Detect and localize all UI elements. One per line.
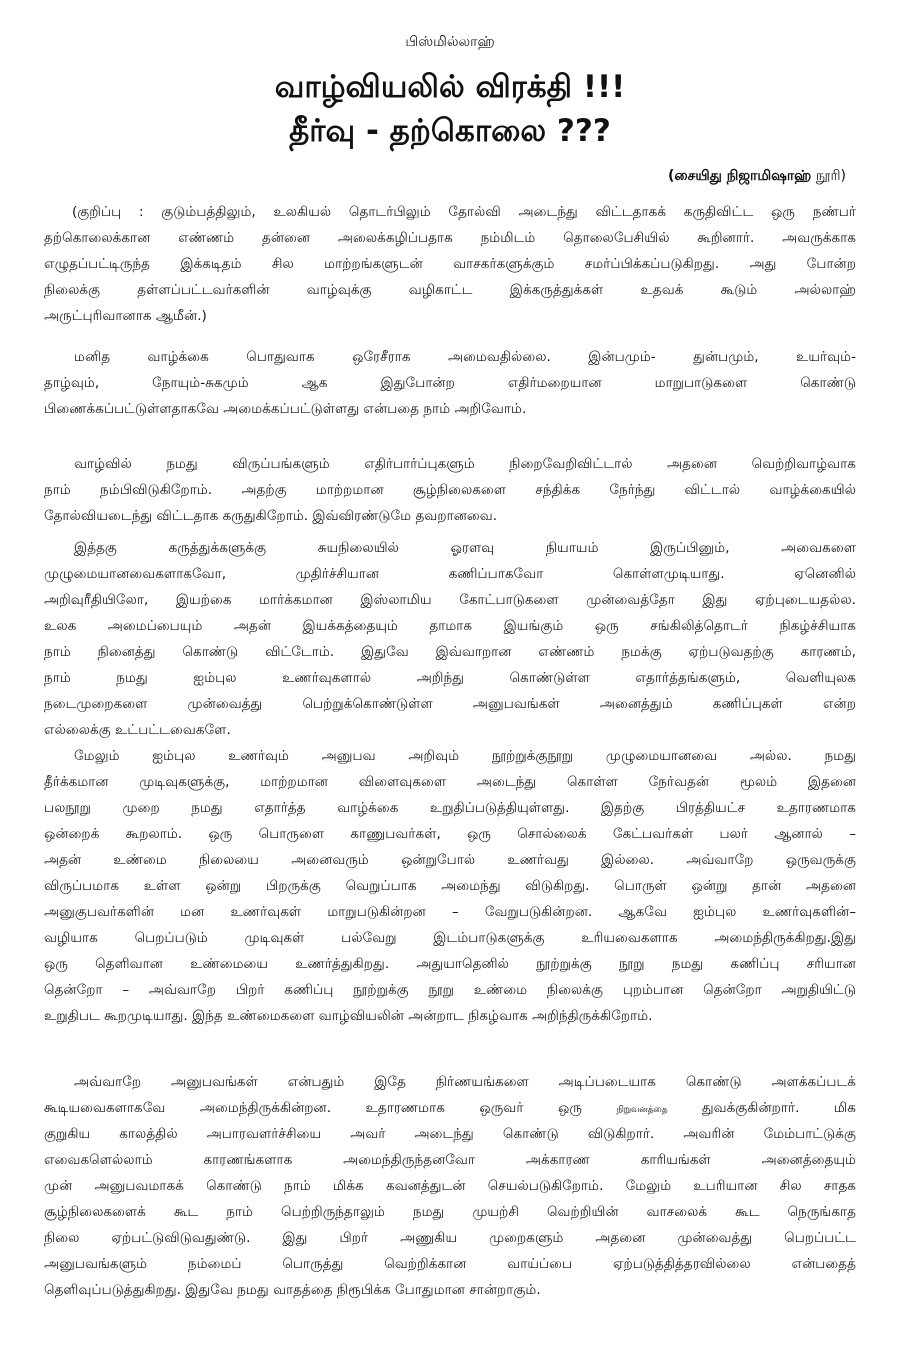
author-byline	[668, 168, 846, 186]
small-font-word: நிறுவனத்தை	[616, 1105, 668, 1115]
paragraph-line: நிலைக்கு தள்ளப்பட்டவர்களின் வாழ்வுக்கு வழிகாட்ட இக்கருத்துக்கள் உதவக் கூடும் அல்லாஹ்	[44, 282, 856, 298]
paragraph-line: அதன் உண்மை நிலையை அனைவரும் ஒன்றுபோல் உணர்வது இல்லை. அவ்வாறே ஒருவருக்கு	[44, 852, 856, 868]
paragraph-line: மேலும் ஐம்புல உணர்வும் அனுபவ அறிவும் நூற்றுக்குநூறு முழுமையானவை அல்ல. நமது	[74, 748, 856, 764]
author-open-paren: (	[668, 168, 675, 184]
paragraph-line: ஒன்றைக் கூறலாம். ஒரு பொருளை காணுபவர்கள், ஒரு சொல்லைக் கேட்பவர்கள் பலர் ஆனால் –	[44, 826, 856, 842]
body-paragraph	[44, 743, 856, 1029]
paragraph-line: (குறிப்பு : குடும்பத்திலும், உலகியல் தொடர்பிலும் தோல்வி அடைந்து விட்டதாகக் கருதிவிட்ட ஒரு நண்பர்	[72, 204, 856, 220]
line-segment: துவக்குகின்றார். மிக	[701, 1100, 856, 1116]
paragraph-line: மனித வாழ்க்கை பொதுவாக ஒரேசீராக அமைவதில்லை. இன்பமும்- துன்பமும், உயர்வும்-	[74, 349, 856, 365]
paragraph-line: தோல்வியடைந்து விட்டதாக கருதுகிறோம். இவ்விரண்டுமே தவறானவை.	[44, 508, 498, 524]
paragraph-line: விருப்பமாக உள்ள ஒன்று பிறருக்கு வெறுப்பாக அமைந்து விடுகிறது. பொருள் ஒன்று தான் அதனை	[44, 878, 856, 894]
body-paragraph	[44, 535, 856, 743]
body-paragraph	[44, 1069, 856, 1303]
paragraph-line: நாம் நமது ஐம்புல உணர்வுகளால் அறிந்து கொண்டுள்ள எதார்த்தங்களும், வெளியுலக	[44, 670, 856, 686]
note-paragraph	[44, 199, 856, 329]
paragraph-line: தென்றோ – அவ்வாறே பிறர் கணிப்பு நூற்றுக்கு நூறு உண்மை நிலைக்கு புறம்பான தென்றோ அறுதியிட்டு	[44, 982, 856, 998]
paragraph-line: தற்கொலைக்கான எண்ணம் தன்னை அலைக்கழிப்பதாக நம்மிடம் தொலைபேசியில் கூறினார். அவருக்காக	[44, 230, 856, 246]
paragraph-line-mixed	[44, 1095, 856, 1121]
paragraph-line: சூழ்நிலைகளைக் கூட நாம் பெற்றிருந்தாலும் நமது முயற்சி வெற்றியின் வாசலைக் கூட நெருங்காத	[44, 1204, 856, 1220]
paragraph-line: வழியாக பெறப்படும் முடிவுகள் பல்வேறு இடம்பாடுகளுக்கு உரியவைகளாக அமைந்திருக்கிறது.இது	[44, 930, 856, 946]
title-line-2: தீர்வு - தற்கொலை ???	[289, 113, 611, 149]
paragraph-line: எல்லைக்கு உட்பட்டவைகளே.	[44, 722, 231, 738]
paragraph-line: நாம் நினைத்து கொண்டு விட்டோம். இதுவே இவ்வாறான எண்ணம் நமக்கு ஏற்படுவதற்கு காரணம்,	[44, 644, 856, 660]
paragraph-line: குறுகிய காலத்தில் அபாரவளர்ச்சியை அவர் அடைந்து கொண்டு விடுகிறார். அவரின் மேம்பாட்டுக்கு	[44, 1126, 856, 1142]
bismillah-heading: பிஸ்மில்லாஹ்	[405, 34, 495, 50]
paragraph-line: எழுதப்பட்டிருந்த இக்கடிதம் சில மாற்றங்களுடன் வாசகர்களுக்கும் சமர்ப்பிக்கப்படுகிறது. அது போன்ற	[44, 256, 856, 272]
paragraph-line: எவைகளெல்லாம் காரணங்களாக அமைந்திருந்தனவோ அக்காரண காரியங்கள் அனைத்தையும்	[44, 1152, 856, 1168]
author-name: சையிது நிஜாமிஷாஹ்	[674, 168, 812, 184]
paragraph-line: பிணைக்கப்பட்டுள்ளதாகவே அமைக்கப்பட்டுள்ளது என்பதை நாம் அறிவோம்.	[44, 401, 527, 417]
line-segment: கூடியவைகளாகவே அமைந்திருக்கின்றன. உதாரணமாக ஒருவர் ஒரு	[44, 1100, 583, 1116]
paragraph-line: ஒரு தெளிவான உண்மையை உணர்த்துகிறது. அதுயாதெனில் நூற்றுக்கு நூறு நமது கணிப்பு சரியான	[44, 956, 856, 972]
paragraph-line: முழுமையானவைகளாகவோ, முதிர்ச்சியான கணிப்பாகவோ கொள்ளமுடியாது. ஏனெனில்	[44, 566, 856, 582]
paragraph-line: அனுபவங்களும் நம்மைப் பொருத்து வெற்றிக்கான வாய்ப்பை ஏற்படுத்தித்தரவில்லை என்பதைத்	[44, 1256, 856, 1272]
paragraph-line: நடைமுறைகளை முன்வைத்து பெற்றுக்கொண்டுள்ள அனுபவங்கள் அனைத்தும் கணிப்புகள் என்ற	[44, 696, 856, 712]
author-suffix: நூரி)	[815, 168, 846, 184]
body-paragraph	[44, 344, 856, 422]
paragraph-line: வாழ்வில் நமது விருப்பங்களும் எதிர்பார்ப்புகளும் நிறைவேறிவிட்டால் அதனை வெற்றிவாழ்வாக	[74, 456, 856, 472]
paragraph-line: பலநூறு முறை நமது எதார்த்த வாழ்க்கை உறுதிப்படுத்தியுள்ளது. இதற்கு பிரத்தியட்ச உதாரணமாக	[44, 800, 856, 816]
paragraph-line: தெளிவுப்படுத்துகிறது. இதுவே நமது வாதத்தை நிரூபிக்க போதுமான சான்றாகும்.	[44, 1282, 541, 1298]
paragraph-line: முன் அனுபவமாகக் கொண்டு நாம் மிக்க கவனத்துடன் செயல்படுகிறோம். மேலும் உபரியான சில சாதக	[44, 1178, 856, 1194]
paragraph-line: தீர்க்கமான முடிவுகளுக்கு, மாற்றமான விளைவுகளை அடைந்து கொள்ள நேர்வதன் மூலம் இதனை	[44, 774, 856, 790]
paragraph-line: அருட்புரிவானாக ஆமீன்.)	[44, 308, 207, 324]
paragraph-line: அனுகுபவர்களின் மன உணர்வுகள் மாறுபடுகின்றன – வேறுபடுகின்றன. ஆகவே ஐம்புல உணர்வுகளின்–	[44, 904, 856, 920]
paragraph-line: இத்தகு கருத்துக்களுக்கு சுயநிலையில் ஓரளவு நியாயம் இருப்பினும், அவைகளை	[74, 540, 856, 556]
paragraph-line: அறிவுரீதியிலோ, இயற்கை மார்க்கமான இஸ்லாமிய கோட்பாடுகளை முன்வைத்தோ இது ஏற்புடையதல்ல.	[44, 592, 856, 608]
body-paragraph	[44, 451, 856, 529]
title-line-1: வாழ்வியலில் விரக்தி !!!	[274, 69, 626, 105]
paragraph-line: உறுதிபட கூறமுடியாது. இந்த உண்மைகளை வாழ்வியலின் அன்றாட நிகழ்வாக அறிந்திருக்கிறோம்.	[44, 1008, 653, 1024]
paragraph-line: நாம் நம்பிவிடுகிறோம். அதற்கு மாற்றமான சூழ்நிலைகளை சந்திக்க நேர்ந்து விட்டால் வாழ்க்கையில்	[44, 482, 856, 498]
paragraph-line: உலக அமைப்பையும் அதன் இயக்கத்தையும் தாமாக இயங்கும் ஒரு சங்கிலித்தொடர் நிகழ்ச்சியாக	[44, 618, 856, 634]
paragraph-line: நிலை ஏற்பட்டுவிடுவதுண்டு. இது பிறர் அணுகிய முறைகளும் அதனை முன்வைத்து பெறப்பட்ட	[44, 1230, 856, 1246]
paragraph-line: தாழ்வும், நோயும்-சுகமும் ஆக இதுபோன்ற எதிர்மறையான மாறுபாடுகளை கொண்டு	[44, 375, 856, 391]
paragraph-line: அவ்வாறே அனுபவங்கள் என்பதும் இதே நிர்ணயங்களை அடிப்படையாக கொண்டு அளக்கப்படக்	[74, 1074, 856, 1090]
